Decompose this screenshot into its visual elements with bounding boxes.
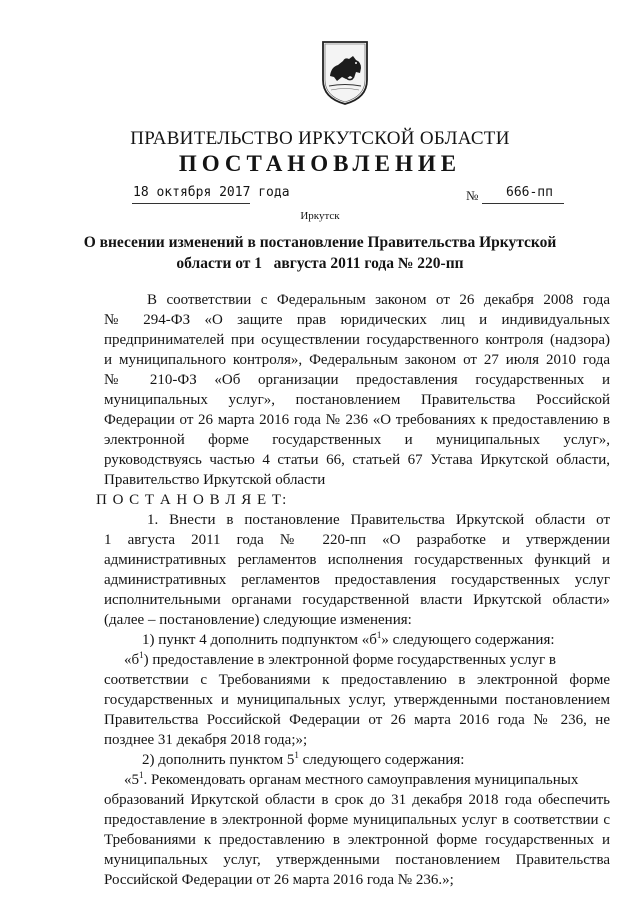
subitem-2: 2) дополнить пунктом $5^1$ следующего содержания: [142, 750, 465, 768]
title-line-1: О внесении изменений в постановление Правительства Иркутской [83, 234, 557, 251]
body-line: Требованиями к предоставлению в электронной форме государственных и [104, 832, 610, 848]
body-line: Федерации от 26 марта 2016 года № 236 «О требованиях к предоставлению в [104, 412, 610, 428]
decree-number: 666-пп [506, 185, 553, 200]
number-sign: № [466, 188, 479, 203]
body-line: № 294-ФЗ «О защите прав юридических лиц и индивидуальных [104, 312, 610, 328]
body-line: исполнительными органами государственной власти Иркутской области» [104, 592, 610, 608]
city: Иркутск [300, 210, 340, 222]
body-line: и муниципального контроля», Федеральным законом от 27 июля 2010 года [104, 352, 610, 368]
body-line: № 210-ФЗ «Об организации предоставления государственных и [104, 372, 610, 388]
body-line: позднее 31 декабря 2018 года;»; [104, 732, 308, 748]
body-line: 1. Внести в постановление Правительства Иркутской области от [147, 512, 610, 528]
body-line: образований Иркутской области в срок до 31 декабря 2018 года обеспечить [104, 792, 610, 808]
resolves-heading: П О С Т А Н О В Л Я Е Т: [96, 492, 288, 508]
body-line: государственных и муниципальных услуг, утвержденными постановлением [104, 692, 610, 708]
body-line: административных регламентов исполнения государственных функций и [104, 552, 610, 568]
quote-1-first-line: «$б^1$) предоставление в электронной форме государственных услуг в [124, 650, 556, 668]
date-underline [132, 203, 250, 204]
title-line-2: области от 1 августа 2011 года № 220-пп [176, 255, 464, 272]
quote-2-first-line: «$5^1$. Рекомендовать органам местного самоуправления муниципальных [124, 770, 579, 788]
body-line: муниципальных услуг, утвержденными постановлением Правительства [104, 852, 610, 868]
body-line: Российской Федерации от 26 марта 2016 года № 236.»; [104, 872, 454, 888]
subitem-1: 1) пункт 4 дополнить подпунктом «$б^1$» следующего содержания: [142, 630, 555, 648]
body-line: муниципальных услуг», постановлением Правительства Российской [104, 392, 610, 408]
document-title [0, 232, 640, 274]
body-line: административных регламентов предоставления государственных услуг [104, 572, 610, 588]
body-line: В соответствии с Федеральным законом от 26 декабря 2008 года [147, 292, 610, 308]
body-line: предпринимателей при осуществлении государственного контроля (надзора) [104, 332, 610, 348]
government-name: ПРАВИТЕЛЬСТВО ИРКУТСКОЙ ОБЛАСТИ [130, 128, 510, 149]
body-line: Правительство Иркутской области [104, 472, 326, 488]
number-underline [482, 203, 564, 204]
decree-date: 18 октября 2017 года [133, 185, 290, 200]
coat-of-arms-icon [321, 40, 369, 106]
body-line: электронной форме государственных и муниципальных услуг», [104, 432, 610, 448]
body-line: предоставление в электронной форме муниципальных услуг в соответствии с [104, 812, 610, 828]
body-line: руководствуясь частью 4 статьи 66, статьей 67 Устава Иркутской области, [104, 452, 610, 468]
body-line: 1 августа 2011 года № 220-пп «О разработке и утверждении [104, 532, 610, 548]
body-line: (далее – постановление) следующие изменения: [104, 612, 412, 628]
body-line: соответствии с Требованиями к предоставлению в электронной форме [104, 672, 610, 688]
body-line: Правительства Российской Федерации от 26 марта 2016 года № 236, не [104, 712, 610, 728]
decree-type: ПОСТАНОВЛЕНИЕ [178, 151, 462, 176]
